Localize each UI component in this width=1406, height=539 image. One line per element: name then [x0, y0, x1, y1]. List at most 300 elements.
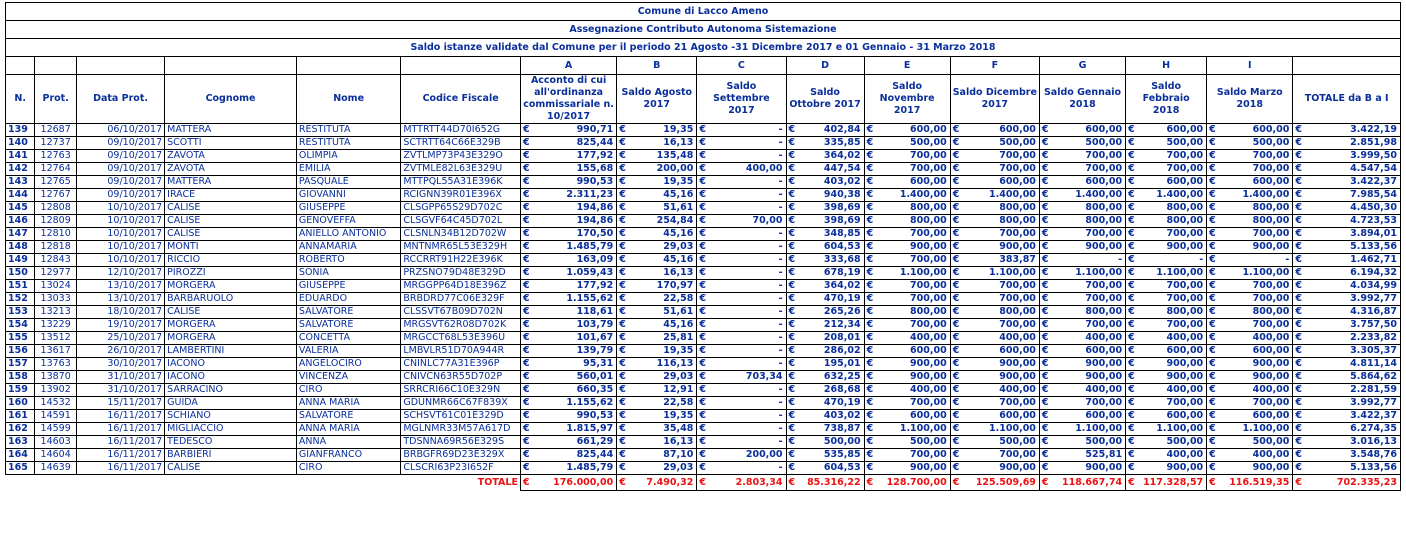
cell-codice-fiscale: ZVTLMP73P43E329O — [401, 150, 521, 163]
euro-sign: € — [619, 215, 626, 226]
euro-sign: € — [866, 332, 874, 343]
euro-sign: € — [1295, 345, 1302, 356]
cell-amount — [1126, 371, 1207, 384]
euro-sign: € — [1041, 397, 1049, 408]
amount-value: 286,02 — [823, 345, 861, 356]
euro-sign: € — [866, 124, 874, 135]
euro-sign: € — [1295, 423, 1302, 434]
cell-n: 159 — [6, 384, 35, 397]
cell-cognome: IACONO — [165, 358, 297, 371]
amount-value: 7.985,54 — [1350, 189, 1397, 200]
amount-value: 400,00 — [1085, 332, 1123, 343]
cell-amount — [950, 280, 1039, 293]
cell-amount — [1126, 124, 1207, 137]
cell-amount — [617, 306, 697, 319]
amount-value: - — [778, 176, 783, 187]
title-row-2 — [6, 21, 1401, 39]
amount-value: 661,29 — [576, 436, 614, 447]
euro-sign: € — [952, 436, 960, 447]
amount-value: 402,84 — [823, 124, 861, 135]
table-row — [6, 462, 1401, 475]
euro-sign: € — [619, 476, 626, 488]
amount-value: 1.400,00 — [1156, 189, 1204, 200]
amount-value: 116,13 — [656, 358, 694, 369]
cell-amount — [520, 228, 616, 241]
cell-amount — [1207, 462, 1293, 475]
cell-amount — [697, 319, 786, 332]
amount-value: 800,00 — [1085, 306, 1123, 317]
amount-value: 900,00 — [999, 462, 1036, 473]
cell-nome: GIUSEPPE — [296, 202, 400, 215]
cell-prot: 14599 — [35, 423, 77, 436]
table-row — [6, 228, 1401, 241]
amount-value: 4.034,99 — [1350, 280, 1397, 291]
amount-value: 3.016,13 — [1350, 436, 1397, 447]
cell-amount — [1207, 280, 1293, 293]
spreadsheet-table — [5, 2, 1401, 491]
cell-amount — [697, 345, 786, 358]
cell-nome: ANGELOCIRO — [296, 358, 400, 371]
amount-value: 177,92 — [576, 150, 614, 161]
cell-n: 154 — [6, 319, 35, 332]
amount-value: - — [778, 345, 783, 356]
cell-amount — [1126, 228, 1207, 241]
cell-amount — [1207, 228, 1293, 241]
amount-value: 800,00 — [1252, 306, 1290, 317]
amount-value: 1.400,00 — [1242, 189, 1290, 200]
amount-value: 29,03 — [663, 462, 694, 473]
euro-sign: € — [619, 137, 626, 148]
cell-prot: 12977 — [35, 267, 77, 280]
cell-n: 143 — [6, 176, 35, 189]
cell-prot: 12808 — [35, 202, 77, 215]
euro-sign: € — [522, 150, 530, 161]
cell-amount — [1293, 332, 1401, 345]
amount-value: 700,00 — [910, 150, 947, 161]
cell-amount — [950, 384, 1039, 397]
euro-sign: € — [1209, 150, 1216, 161]
cell-amount — [520, 202, 616, 215]
amount-value: 3.548,76 — [1350, 449, 1397, 460]
euro-sign: € — [1295, 397, 1302, 408]
euro-sign: € — [1295, 476, 1302, 488]
amount-value: 1.462,71 — [1350, 254, 1397, 265]
cell-amount — [1126, 280, 1207, 293]
euro-sign: € — [619, 449, 626, 460]
cell-prot: 14604 — [35, 449, 77, 462]
cell-cognome: CALISE — [165, 215, 297, 228]
amount-value: 4.547,54 — [1350, 163, 1397, 174]
amount-value: 600,00 — [1166, 176, 1204, 187]
amount-value: 400,00 — [745, 163, 783, 174]
amount-value: 604,53 — [823, 462, 861, 473]
cell-amount — [864, 150, 950, 163]
amount-value: - — [1285, 254, 1290, 265]
cell-amount — [864, 267, 950, 280]
cell-nome: ANNAMARIA — [296, 241, 400, 254]
cell-amount — [786, 163, 864, 176]
cell-data-prot: 15/11/2017 — [76, 397, 164, 410]
euro-sign: € — [1041, 124, 1049, 135]
cell-amount — [520, 410, 616, 423]
euro-sign: € — [619, 462, 626, 473]
amount-value: 101,67 — [576, 332, 614, 343]
cell-amount — [1207, 306, 1293, 319]
amount-value: 6.274,35 — [1350, 423, 1397, 434]
cell-amount — [617, 384, 697, 397]
cell-cognome: MORGERA — [165, 280, 297, 293]
euro-sign: € — [1128, 345, 1135, 356]
cell-amount — [864, 241, 950, 254]
euro-sign: € — [522, 358, 530, 369]
cell-amount — [1126, 306, 1207, 319]
amount-value: 700,00 — [1085, 280, 1123, 291]
cell-codice-fiscale: MRGCCT68L53E396U — [401, 332, 521, 345]
euro-sign: € — [1128, 476, 1135, 488]
cell-prot: 12809 — [35, 215, 77, 228]
cell-amount — [520, 449, 616, 462]
title-row-3 — [6, 39, 1401, 57]
euro-sign: € — [1295, 137, 1302, 148]
cell-prot: 13902 — [35, 384, 77, 397]
amount-value: 700,00 — [999, 449, 1036, 460]
cell-amount — [617, 462, 697, 475]
euro-sign: € — [1209, 241, 1216, 252]
euro-sign: € — [788, 189, 796, 200]
cell-prot: 12810 — [35, 228, 77, 241]
cell-cognome: MIGLIACCIO — [165, 423, 297, 436]
euro-sign: € — [619, 423, 626, 434]
cell-amount — [864, 449, 950, 462]
euro-sign: € — [619, 397, 626, 408]
cell-n: 146 — [6, 215, 35, 228]
euro-sign: € — [1209, 476, 1216, 488]
cell-amount — [1207, 267, 1293, 280]
cell-prot: 13512 — [35, 332, 77, 345]
euro-sign: € — [522, 189, 530, 200]
amount-value: 900,00 — [1085, 462, 1123, 473]
euro-sign: € — [699, 293, 706, 304]
totals-row — [6, 475, 1401, 491]
amount-value: 600,00 — [1252, 345, 1290, 356]
cell-amount — [1039, 410, 1125, 423]
amount-value: 1.100,00 — [899, 267, 947, 278]
euro-sign: € — [952, 462, 960, 473]
cell-amount — [1039, 163, 1125, 176]
cell-amount — [1126, 332, 1207, 345]
cell-cognome: ZAVOTA — [165, 163, 297, 176]
cell-amount — [697, 124, 786, 137]
cell-n: 148 — [6, 241, 35, 254]
euro-sign: € — [1128, 397, 1135, 408]
cell-amount — [1126, 449, 1207, 462]
amount-value: - — [778, 254, 783, 265]
cell-amount — [1039, 202, 1125, 215]
cell-amount — [786, 189, 864, 202]
cell-n: 158 — [6, 371, 35, 384]
euro-sign: € — [866, 176, 874, 187]
euro-sign: € — [788, 150, 796, 161]
amount-value: 400,00 — [1252, 384, 1290, 395]
euro-sign: € — [699, 358, 706, 369]
cell-amount — [786, 319, 864, 332]
cell-cognome: CALISE — [165, 228, 297, 241]
amount-value: 1.100,00 — [1242, 267, 1290, 278]
euro-sign: € — [1295, 202, 1302, 213]
amount-value: - — [778, 332, 783, 343]
cell-amount — [520, 150, 616, 163]
cell-amount — [520, 384, 616, 397]
cell-amount — [864, 358, 950, 371]
euro-sign: € — [619, 358, 626, 369]
total-value: 702.335,23 — [1336, 476, 1397, 488]
cell-amount — [1039, 371, 1125, 384]
header-amount-col: Saldo Agosto 2017 — [617, 75, 697, 124]
euro-sign: € — [866, 423, 874, 434]
total-amount — [950, 475, 1039, 491]
cell-amount — [520, 254, 616, 267]
table-row — [6, 397, 1401, 410]
euro-sign: € — [1041, 436, 1049, 447]
cell-codice-fiscale: CLSNLN34B12D702W — [401, 228, 521, 241]
cell-amount — [1126, 137, 1207, 150]
cell-data-prot: 13/10/2017 — [76, 280, 164, 293]
euro-sign: € — [788, 163, 796, 174]
amount-value: 900,00 — [999, 371, 1036, 382]
cell-amount — [864, 293, 950, 306]
euro-sign: € — [1295, 254, 1302, 265]
euro-sign: € — [788, 254, 796, 265]
total-amount — [1126, 475, 1207, 491]
cell-cognome: MATTERA — [165, 124, 297, 137]
euro-sign: € — [1128, 215, 1135, 226]
cell-amount — [1293, 397, 1401, 410]
cell-amount — [617, 228, 697, 241]
euro-sign: € — [1041, 476, 1049, 488]
euro-sign: € — [1209, 228, 1216, 239]
cell-codice-fiscale: RCCRRT91H22E396K — [401, 254, 521, 267]
amount-value: 447,54 — [823, 163, 861, 174]
cell-data-prot: 30/10/2017 — [76, 358, 164, 371]
amount-value: - — [778, 202, 783, 213]
amount-value: 900,00 — [1252, 358, 1290, 369]
euro-sign: € — [1041, 215, 1049, 226]
cell-amount — [864, 462, 950, 475]
cell-cognome: IRACE — [165, 189, 297, 202]
total-amount — [864, 475, 950, 491]
cell-amount — [950, 267, 1039, 280]
cell-amount — [520, 436, 616, 449]
cell-n: 161 — [6, 410, 35, 423]
cell-amount — [1293, 371, 1401, 384]
euro-sign: € — [952, 345, 960, 356]
table-row — [6, 176, 1401, 189]
amount-value: 600,00 — [1085, 345, 1123, 356]
cell-data-prot: 10/10/2017 — [76, 215, 164, 228]
euro-sign: € — [788, 267, 796, 278]
cell-amount — [697, 449, 786, 462]
cell-amount — [1293, 410, 1401, 423]
euro-sign: € — [619, 293, 626, 304]
amount-value: 700,00 — [1252, 293, 1290, 304]
amount-value: 2.311,23 — [566, 189, 614, 200]
cell-amount — [786, 124, 864, 137]
euro-sign: € — [522, 267, 530, 278]
amount-value: 4.450,30 — [1350, 202, 1397, 213]
cell-codice-fiscale: PRZSNO79D48E329D — [401, 267, 521, 280]
euro-sign: € — [1209, 397, 1216, 408]
cell-amount — [1126, 241, 1207, 254]
euro-sign: € — [788, 436, 796, 447]
cell-amount — [697, 436, 786, 449]
amount-value: 19,35 — [663, 410, 694, 421]
amount-value: 700,00 — [1085, 319, 1123, 330]
cell-amount — [786, 137, 864, 150]
cell-amount — [786, 306, 864, 319]
cell-n: 163 — [6, 436, 35, 449]
table-row — [6, 163, 1401, 176]
empty-cell — [401, 57, 521, 75]
euro-sign: € — [1128, 332, 1135, 343]
table-row — [6, 319, 1401, 332]
amount-value: 700,00 — [999, 228, 1036, 239]
cell-amount — [617, 254, 697, 267]
euro-sign: € — [866, 163, 874, 174]
amount-value: 900,00 — [1085, 358, 1123, 369]
cell-amount — [1039, 293, 1125, 306]
euro-sign: € — [952, 254, 960, 265]
amount-value: 364,02 — [823, 280, 861, 291]
amount-value: 1.485,79 — [566, 462, 614, 473]
cell-nome: CIRO — [296, 462, 400, 475]
amount-value: - — [778, 124, 783, 135]
cell-amount — [1039, 384, 1125, 397]
table-row — [6, 423, 1401, 436]
amount-value: 800,00 — [1085, 215, 1123, 226]
cell-amount — [697, 254, 786, 267]
cell-amount — [1293, 176, 1401, 189]
amount-value: 900,00 — [1252, 371, 1290, 382]
euro-sign: € — [1295, 332, 1302, 343]
euro-sign: € — [619, 267, 626, 278]
cell-amount — [1126, 189, 1207, 202]
euro-sign: € — [788, 332, 796, 343]
amount-value: 500,00 — [1252, 436, 1290, 447]
cell-amount — [786, 228, 864, 241]
cell-codice-fiscale: LMBVLR51D70A944R — [401, 345, 521, 358]
cell-codice-fiscale: ZVTMLE82L63E329U — [401, 163, 521, 176]
amount-value: 700,00 — [910, 280, 947, 291]
empty-cell — [165, 57, 297, 75]
cell-amount — [1293, 384, 1401, 397]
cell-data-prot: 12/10/2017 — [76, 267, 164, 280]
column-letter: C — [697, 57, 786, 75]
euro-sign: € — [619, 319, 626, 330]
cell-n: 164 — [6, 449, 35, 462]
amount-value: 45,16 — [663, 228, 694, 239]
amount-value: 22,58 — [663, 397, 694, 408]
amount-value: 1.485,79 — [566, 241, 614, 252]
euro-sign: € — [699, 397, 706, 408]
amount-value: - — [778, 410, 783, 421]
cell-amount — [697, 332, 786, 345]
cell-data-prot: 26/10/2017 — [76, 345, 164, 358]
cell-prot: 13033 — [35, 293, 77, 306]
amount-value: - — [778, 462, 783, 473]
amount-value: 364,02 — [823, 150, 861, 161]
cell-amount — [1126, 358, 1207, 371]
amount-value: 700,00 — [1085, 163, 1123, 174]
amount-value: 700,00 — [1252, 163, 1290, 174]
column-letter: B — [617, 57, 697, 75]
cell-amount — [786, 267, 864, 280]
euro-sign: € — [1295, 449, 1302, 460]
cell-amount — [1039, 280, 1125, 293]
cell-nome: RESTITUTA — [296, 124, 400, 137]
cell-amount — [1207, 293, 1293, 306]
empty-cell — [296, 57, 400, 75]
amount-value: - — [778, 267, 783, 278]
cell-amount — [1126, 384, 1207, 397]
cell-amount — [1293, 215, 1401, 228]
empty-cell — [1293, 57, 1401, 75]
euro-sign: € — [1128, 124, 1135, 135]
amount-value: 51,61 — [663, 202, 694, 213]
amount-value: 600,00 — [910, 410, 947, 421]
amount-value: 560,01 — [576, 371, 614, 382]
euro-sign: € — [522, 202, 530, 213]
cell-amount — [1039, 254, 1125, 267]
euro-sign: € — [1041, 228, 1049, 239]
header-amount-col: Saldo Ottobre 2017 — [786, 75, 864, 124]
cell-amount — [520, 345, 616, 358]
cell-amount — [617, 358, 697, 371]
cell-amount — [786, 371, 864, 384]
amount-value: 95,31 — [583, 358, 614, 369]
amount-value: 35,48 — [663, 423, 694, 434]
cell-amount — [1293, 189, 1401, 202]
amount-value: 700,00 — [910, 397, 947, 408]
euro-sign: € — [619, 332, 626, 343]
cell-amount — [617, 189, 697, 202]
euro-sign: € — [1128, 371, 1135, 382]
euro-sign: € — [1128, 436, 1135, 447]
amount-value: 825,44 — [576, 137, 614, 148]
euro-sign: € — [619, 345, 626, 356]
euro-sign: € — [788, 410, 796, 421]
cell-amount — [1207, 137, 1293, 150]
amount-value: 600,00 — [1085, 176, 1123, 187]
cell-codice-fiscale: CLSGVF64C45D702L — [401, 215, 521, 228]
cell-amount — [617, 176, 697, 189]
amount-value: 900,00 — [1085, 371, 1123, 382]
amount-value: 700,00 — [1166, 293, 1204, 304]
cell-data-prot: 25/10/2017 — [76, 332, 164, 345]
amount-value: 500,00 — [910, 436, 947, 447]
cell-amount — [1293, 124, 1401, 137]
euro-sign: € — [1295, 267, 1302, 278]
cell-amount — [520, 280, 616, 293]
header-amount-col: Saldo Novembre 2017 — [864, 75, 950, 124]
cell-amount — [520, 189, 616, 202]
amount-value: 800,00 — [999, 215, 1036, 226]
euro-sign: € — [1128, 202, 1135, 213]
euro-sign: € — [1209, 358, 1216, 369]
cell-n: 139 — [6, 124, 35, 137]
euro-sign: € — [1128, 137, 1135, 148]
cell-amount — [1039, 345, 1125, 358]
cell-amount — [1039, 319, 1125, 332]
